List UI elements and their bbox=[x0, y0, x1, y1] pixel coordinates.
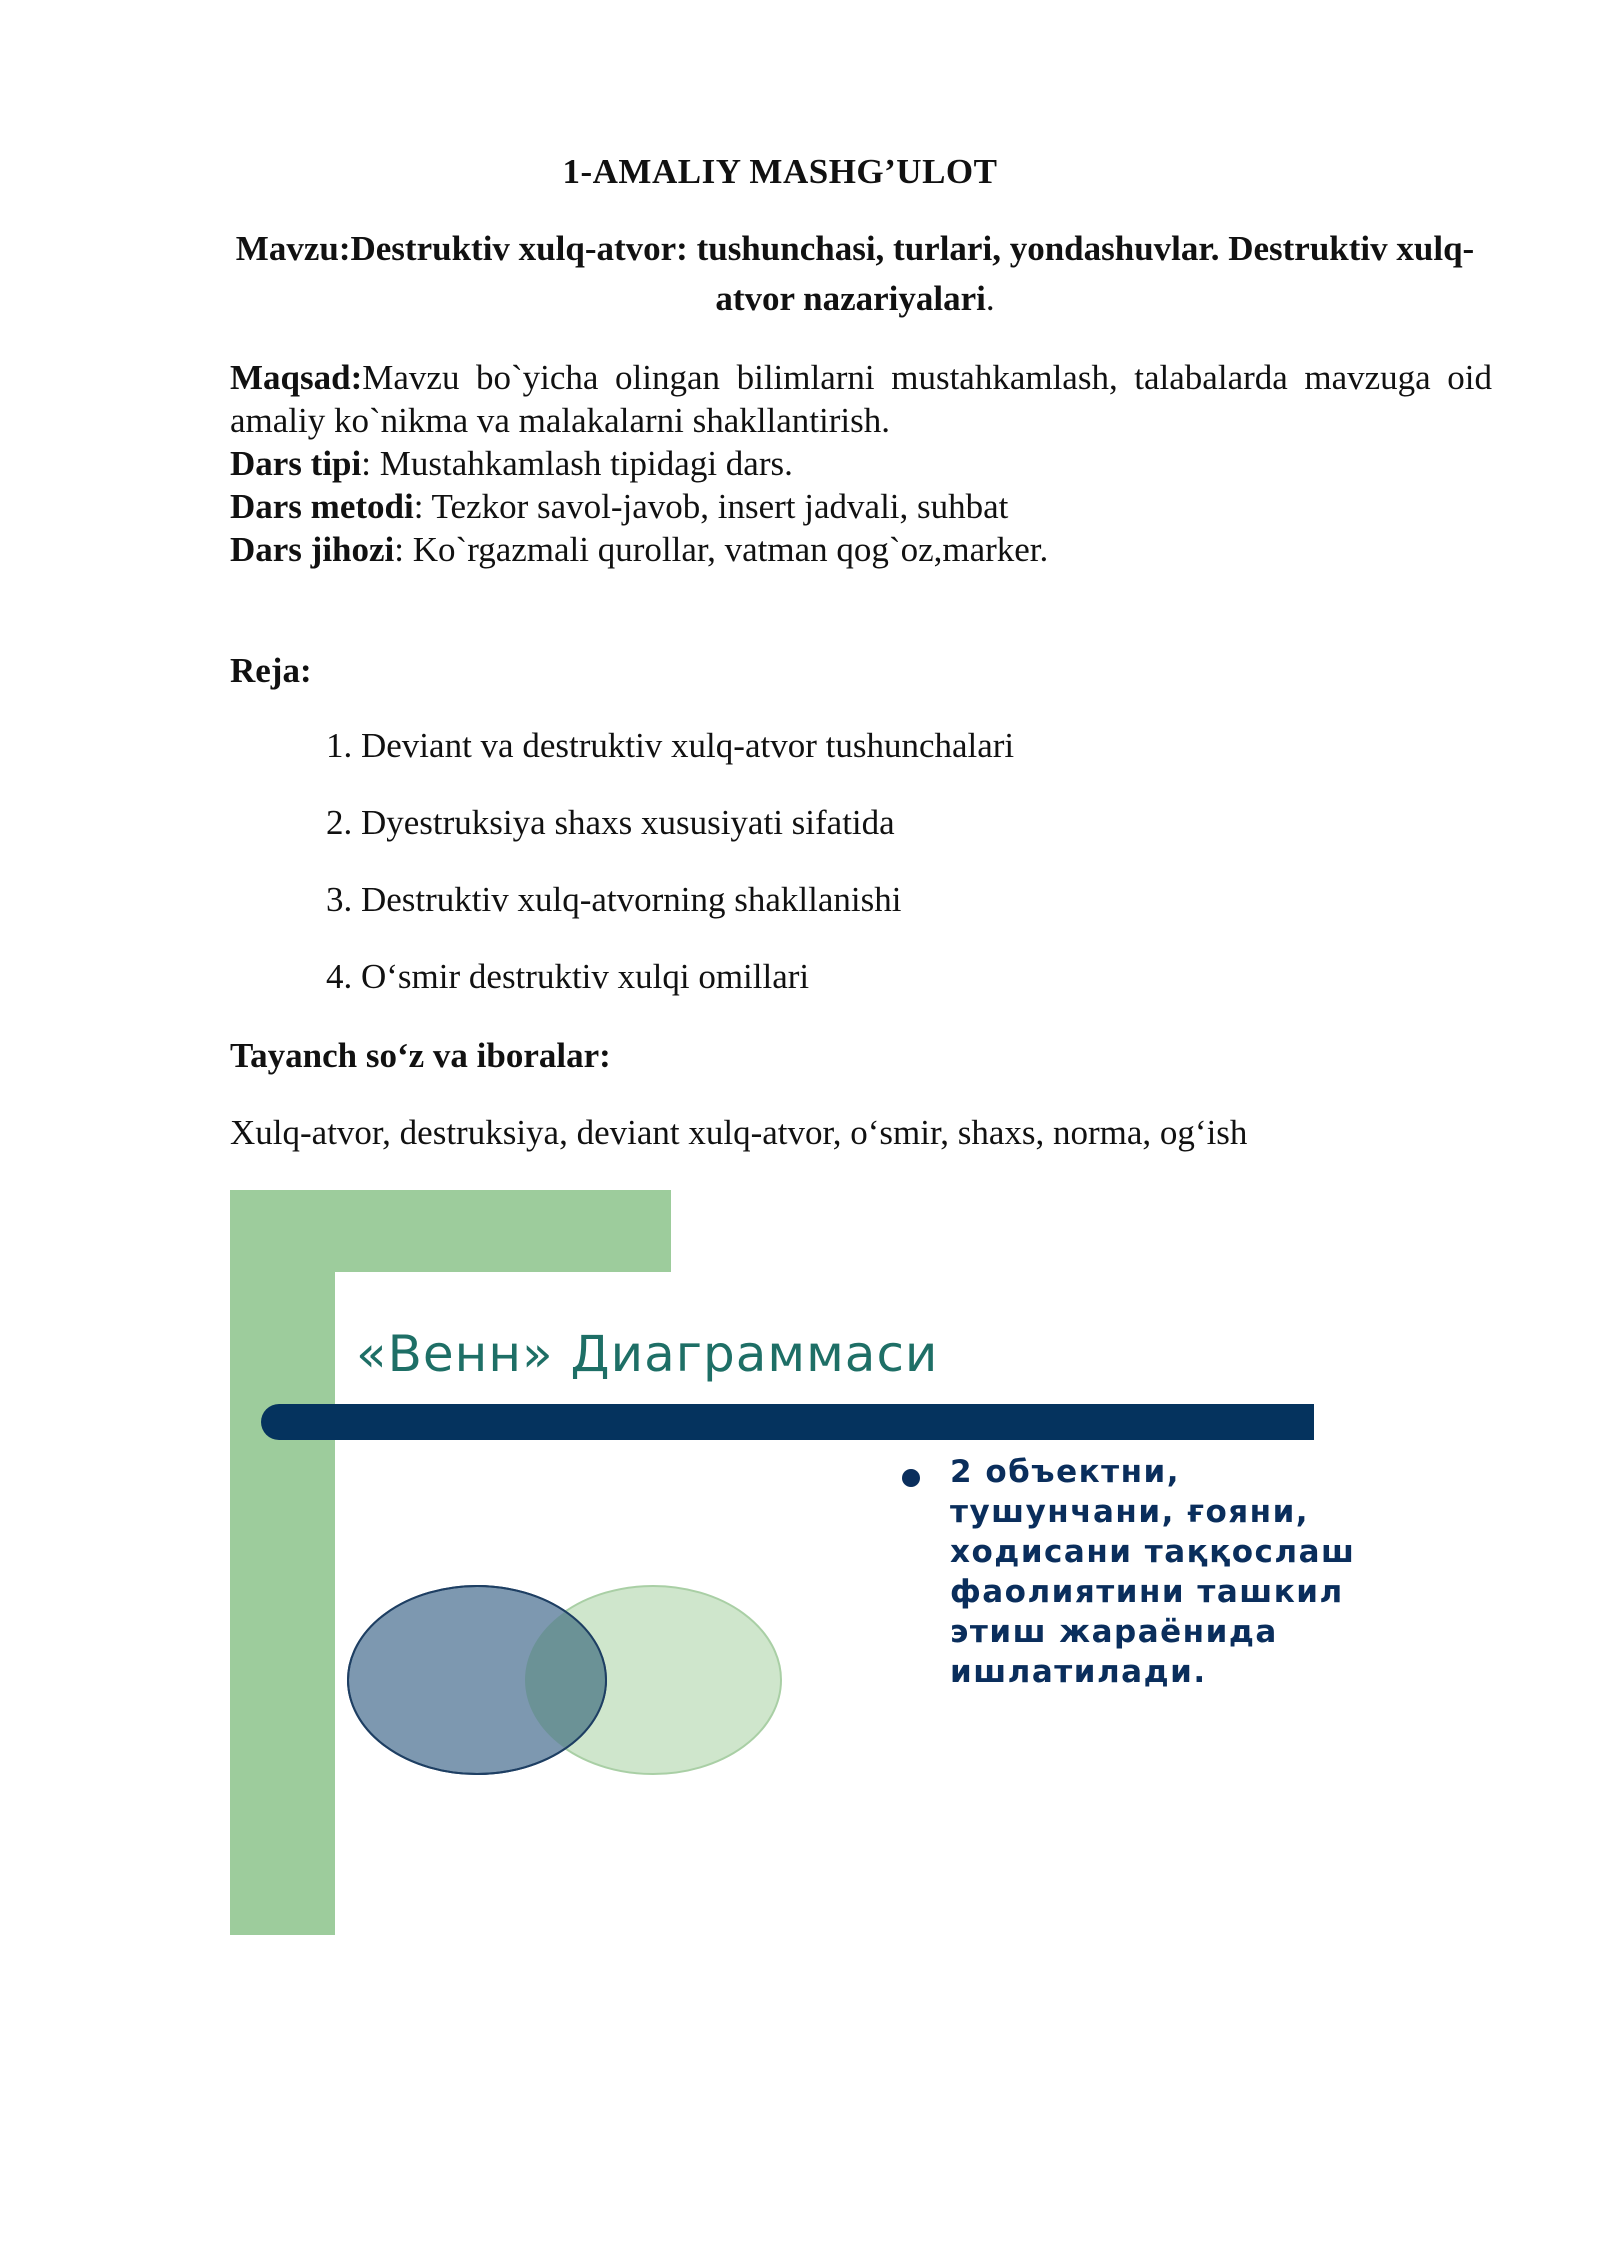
topic-heading bbox=[220, 224, 1490, 324]
slide-bullet-text: 2 объектни, тушунчани, ғояни, ходисани таққослаш фаолиятини ташкил этиш жараёнида ишлатилади. bbox=[950, 1454, 1356, 1690]
topic-label: Mavzu: bbox=[235, 229, 351, 268]
plan-item: 4. O‘smir destruktiv xulqi omillari bbox=[326, 957, 810, 996]
keywords-heading: Tayanch so‘z va iboralar: bbox=[230, 1036, 611, 1075]
lesson-method-label: Dars metodi bbox=[230, 487, 414, 526]
goal-paragraph bbox=[230, 356, 1492, 442]
document-title: 1-AMALIY MASHG’ULOT bbox=[562, 152, 998, 191]
topic-text: Destruktiv xulq-atvor: tushunchasi, turlari, yondashuvlar. Destruktiv xulq-atvor nazariyalari bbox=[350, 229, 1475, 318]
lesson-type-label: Dars tipi bbox=[230, 444, 362, 483]
goal-label: Maqsad: bbox=[230, 358, 363, 397]
slide-title: «Венн» Диаграммаси bbox=[356, 1325, 939, 1383]
lesson-type-text: : Mustahkamlash tipidagi dars. bbox=[361, 444, 793, 483]
plan-list bbox=[326, 724, 1014, 1032]
bullet-dot-icon bbox=[902, 1469, 920, 1487]
plan-item: 3. Destruktiv xulq-atvorning shakllanishi bbox=[326, 880, 902, 919]
lesson-method-text: : Tezkor savol-javob, insert jadvali, suhbat bbox=[413, 487, 1009, 526]
plan-item: 1. Deviant va destruktiv xulq-atvor tushunchalari bbox=[326, 726, 1015, 765]
lesson-meta bbox=[230, 356, 1492, 571]
lesson-type-line bbox=[230, 442, 1492, 485]
plan-heading: Reja: bbox=[230, 651, 312, 690]
lesson-method-line bbox=[230, 485, 1492, 528]
plan-item: 2. Dyestruksiya shaxs xususiyati sifatida bbox=[326, 803, 895, 842]
goal-text: Mavzu bo`yicha olingan bilimlarni mustahkamlash, talabalarda mavzuga oid amaliy ko`nikma va malakalarni shakllantirish. bbox=[230, 358, 1492, 440]
lesson-equipment-label: Dars jihozi bbox=[230, 530, 395, 569]
topic-end: . bbox=[985, 279, 995, 318]
venn-slide bbox=[230, 1190, 1356, 1935]
lesson-equipment-line bbox=[230, 528, 1492, 571]
lesson-equipment-text: : Ko`rgazmali qurollar, vatman qog`oz,marker. bbox=[394, 530, 1049, 569]
keywords-text: Xulq-atvor, destruksiya, deviant xulq-atvor, o‘smir, shaxs, norma, og‘ish bbox=[230, 1113, 1248, 1152]
